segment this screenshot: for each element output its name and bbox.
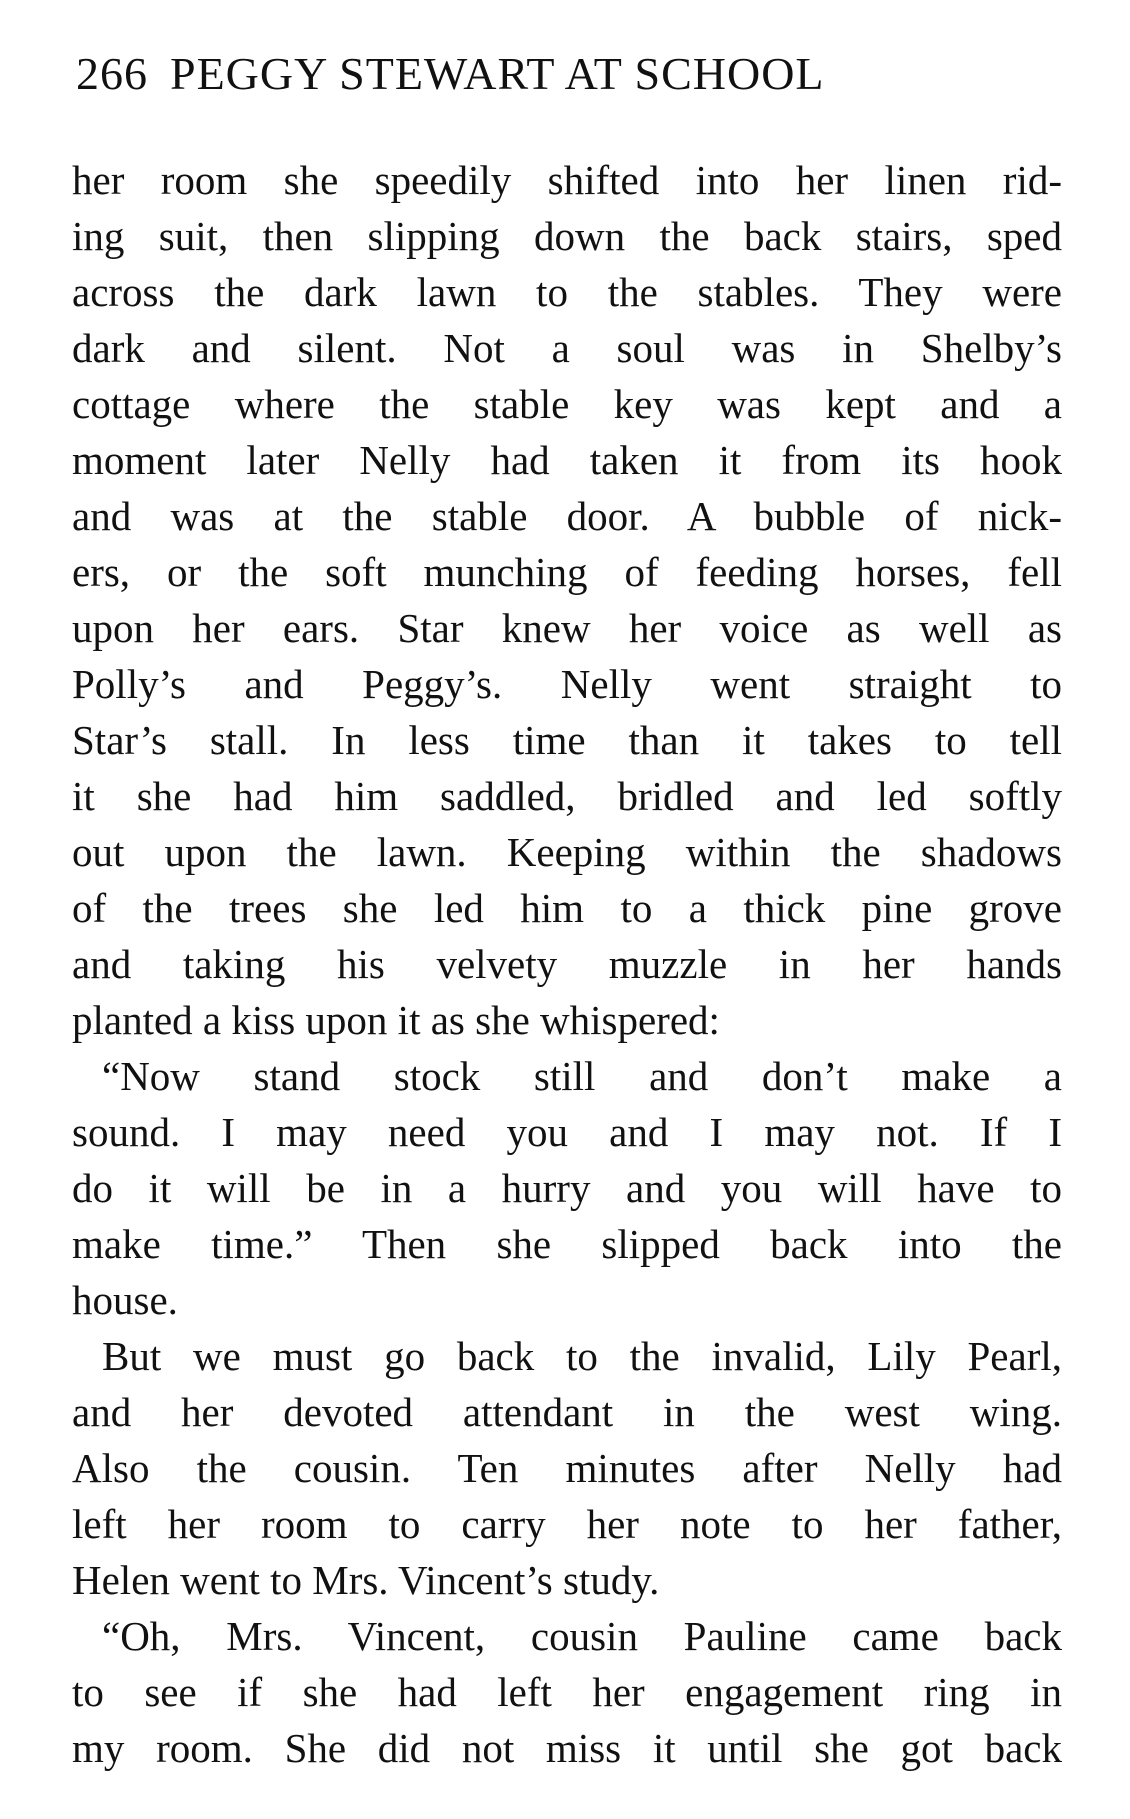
text-line: “Now stand stock still and don’t make a — [102, 1053, 1062, 1099]
text-line: dark and silent. Not a soul was in Shelby’s — [72, 325, 1062, 371]
text-line: But we must go back to the invalid, Lily Pearl, — [102, 1333, 1062, 1379]
paragraph-2 — [72, 1048, 1062, 1328]
text-line: and was at the stable door. A bubble of nick- — [72, 493, 1062, 539]
paragraph-1 — [72, 152, 1062, 1048]
text-line: Polly’s and Peggy’s. Nelly went straight to — [72, 661, 1062, 707]
paragraph-3 — [72, 1328, 1062, 1608]
text-line: Star’s stall. In less time than it takes to tell — [72, 717, 1062, 763]
body-text — [72, 152, 1062, 1776]
text-line: of the trees she led him to a thick pine grove — [72, 885, 1062, 931]
running-head — [76, 46, 825, 102]
text-line: to see if she had left her engagement ring in — [72, 1669, 1062, 1715]
text-line: “Oh, Mrs. Vincent, cousin Pauline came back — [102, 1613, 1062, 1659]
paragraph-4 — [72, 1608, 1062, 1776]
text-line: and taking his velvety muzzle in her hands — [72, 941, 1062, 987]
text-line: ing suit, then slipping down the back stairs, sped — [72, 213, 1062, 259]
text-line: it she had him saddled, bridled and led softly — [72, 773, 1062, 819]
text-line: out upon the lawn. Keeping within the shadows — [72, 829, 1062, 875]
text-line: planted a kiss upon it as she whispered: — [72, 997, 720, 1043]
text-line: sound. I may need you and I may not. If I — [72, 1109, 1062, 1155]
text-line: cottage where the stable key was kept and a — [72, 381, 1062, 427]
text-line: moment later Nelly had taken it from its hook — [72, 437, 1062, 483]
text-line: my room. She did not miss it until she got back — [72, 1725, 1062, 1771]
text-line: her room she speedily shifted into her linen rid- — [72, 157, 1062, 203]
running-title: PEGGY STEWART AT SCHOOL — [170, 48, 825, 99]
text-line: and her devoted attendant in the west wing. — [72, 1389, 1062, 1435]
text-line: upon her ears. Star knew her voice as well as — [72, 605, 1062, 651]
text-line: make time.” Then she slipped back into the — [72, 1221, 1062, 1267]
text-line: do it will be in a hurry and you will have to — [72, 1165, 1062, 1211]
text-line: Also the cousin. Ten minutes after Nelly had — [72, 1445, 1062, 1491]
text-line: Helen went to Mrs. Vincent’s study. — [72, 1557, 660, 1603]
text-line: ers, or the soft munching of feeding horses, fell — [72, 549, 1062, 595]
text-line: left her room to carry her note to her father, — [72, 1501, 1062, 1547]
text-line: house. — [72, 1277, 178, 1323]
page-number: 266 — [76, 48, 148, 99]
text-line: across the dark lawn to the stables. They were — [72, 269, 1062, 315]
